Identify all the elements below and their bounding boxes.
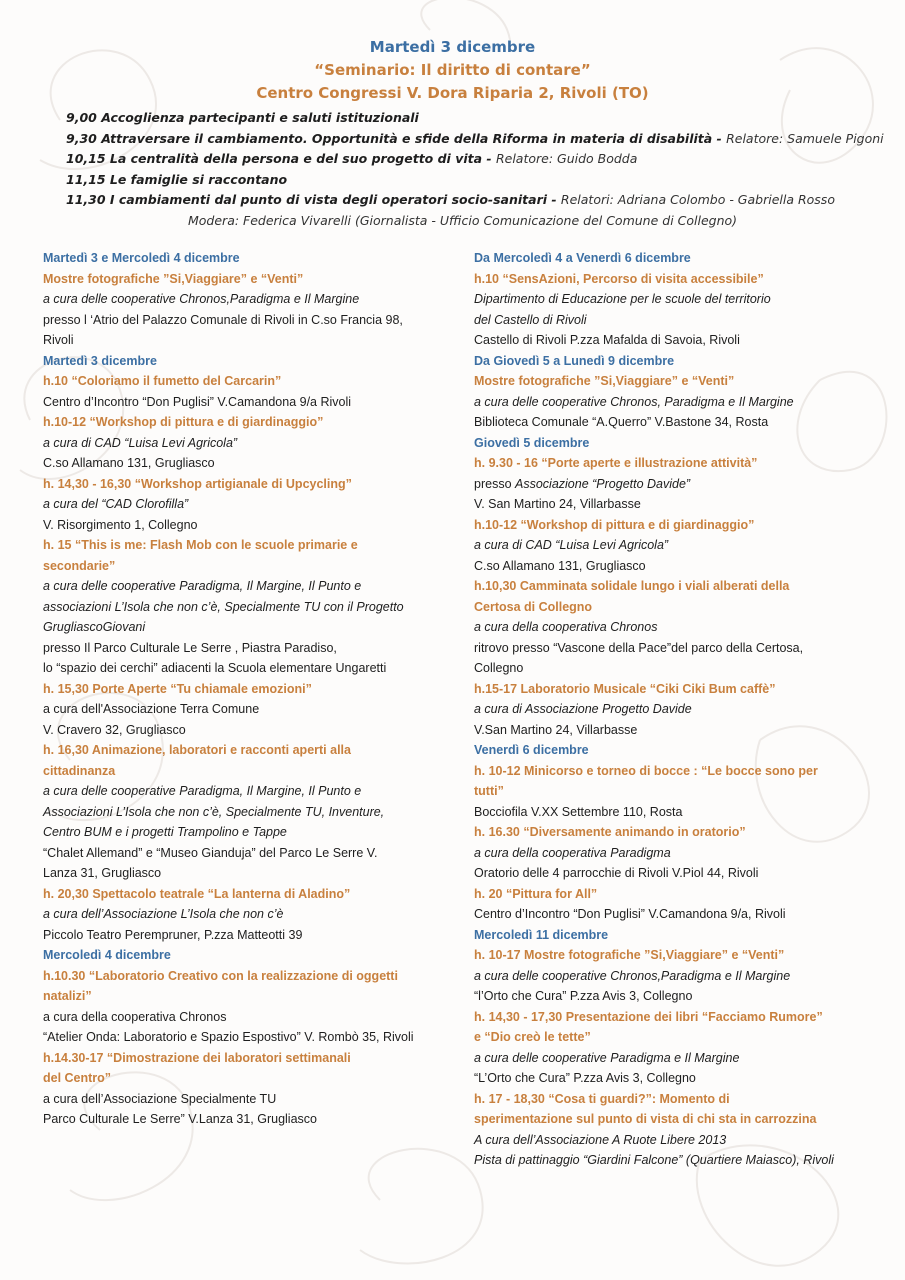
event-location: V.San Martino 24, Villarbasse — [474, 722, 638, 737]
event-organizer: Centro BUM e i progetti Trampolino e Tappe — [43, 825, 287, 839]
event-date-heading: Martedì 3 dicembre — [43, 353, 157, 368]
event-date-heading: Mercoledì 11 dicembre — [474, 927, 609, 942]
event-organizer: a cura di Associazione Progetto Davide — [474, 702, 692, 716]
event-location: lo “spazio dei cerchi” adiacenti la Scuola elementare Ungaretti — [43, 661, 387, 675]
event-location: “l’Orto che Cura” P.zza Avis 3, Collegno — [474, 989, 693, 1003]
event-organizer: a cura della cooperativa Chronos — [474, 620, 658, 634]
event-location: ritrovo presso “Vascone della Pace”del parco della Certosa, — [474, 640, 804, 655]
event-title: Mostre fotografiche ”Si,Viaggiare” e “Venti” — [474, 374, 735, 388]
event-title: h. 9.30 - 16 “Porte aperte e illustrazione attività” — [474, 456, 758, 470]
event-organizer: del Castello di Rivoli — [474, 312, 587, 327]
header-seminar-title: “Seminario: Il diritto di contare” — [314, 61, 591, 79]
event-date-heading: Giovedì 5 dicembre — [474, 435, 590, 450]
event-organizer: a cura delle cooperative Paradigma, Il Margine, Il Punto e — [43, 784, 362, 798]
event-date-heading: Da Mercoledì 4 a Venerdì 6 dicembre — [474, 251, 691, 265]
event-title: h. 10-17 Mostre fotografiche ”Si,Viaggiare” e “Venti” — [474, 948, 785, 962]
program-item: 10,15 La centralità della persona e del suo progetto di vita - Relatore: Guido Bodda — [66, 151, 638, 166]
event-location: Collegno — [474, 661, 524, 675]
event-title: h.10 “Coloriamo il fumetto del Carcarin” — [43, 374, 282, 388]
program-item: 9,30 Attraversare il cambiamento. Opportunità e sfide della Riforma in materia di disabilità - Relatore: Samuele Pigoni — [66, 130, 884, 146]
header-venue: Centro Congressi V. Dora Riparia 2, Rivoli (TO) — [256, 84, 649, 102]
event-title: h. 20 “Pittura for All” — [474, 886, 598, 901]
event-location: Parco Culturale Le Serre” V.Lanza 31, Grugliasco — [43, 1112, 317, 1126]
program-item: 11,15 Le famiglie si raccontano — [66, 171, 288, 187]
event-location: Centro d’Incontro “Don Puglisi” V.Camandona 9/a, Rivoli — [474, 907, 786, 921]
event-location: presso Il Parco Culturale Le Serre , Piastra Paradiso, — [43, 640, 337, 655]
event-organizer: a cura di CAD “Luisa Levi Agricola” — [43, 435, 238, 450]
event-title: cittadinanza — [43, 763, 116, 778]
event-location: V. Risorgimento 1, Collegno — [43, 517, 198, 532]
event-title: h. 15,30 Porte Aperte “Tu chiamale emozioni” — [43, 681, 312, 696]
event-location: C.so Allamano 131, Grugliasco — [43, 456, 215, 470]
event-line-organizer: Associazione “Progetto Davide” — [515, 476, 691, 491]
event-organizer: GrugliascoGiovani — [43, 620, 146, 634]
event-title: sperimentazione sul punto di vista di chi sta in carrozzina — [474, 1112, 817, 1126]
event-title: h.15-17 Laboratorio Musicale “Ciki Ciki Bum caffè” — [474, 681, 776, 696]
header — [0, 36, 905, 105]
event-date-heading: Mercoledì 4 dicembre — [43, 948, 171, 962]
event-location: Rivoli — [43, 333, 74, 347]
event-location: Piccolo Teatro Perempruner, P.zza Matteotti 39 — [43, 927, 303, 942]
event-title: del Centro” — [43, 1071, 112, 1085]
event-organizer: a cura della cooperativa Paradigma — [474, 845, 671, 860]
event-location: “Chalet Allemand” e “Museo Gianduja” del Parco Le Serre V. — [43, 845, 378, 860]
event-organizer: Pista di pattinaggio “Giardini Falcone” (Quartiere Maiasco), Rivoli — [474, 1153, 834, 1167]
event-location: Lanza 31, Grugliasco — [43, 866, 162, 880]
event-title: Certosa di Collegno — [474, 599, 593, 614]
event-title: h.10-12 “Workshop di pittura e di giardinaggio” — [474, 517, 755, 532]
event-location: Biblioteca Comunale “A.Querro” V.Bastone 34, Rosta — [474, 415, 769, 429]
event-location: presso l ‘Atrio del Palazzo Comunale di Rivoli in C.so Francia 98, — [43, 312, 403, 327]
event-title: h. 16.30 “Diversamente animando in oratorio” — [474, 825, 746, 839]
event-title: e “Dio creò le tette” — [474, 1030, 591, 1044]
event-location: C.so Allamano 131, Grugliasco — [474, 558, 646, 573]
event-organizer: a cura dell’Associazione L’Isola che non c’è — [43, 907, 284, 921]
event-date-heading: Martedì 3 e Mercoledì 4 dicembre — [43, 251, 240, 265]
event-location: a cura della cooperativa Chronos — [43, 1009, 227, 1024]
event-organizer: a cura del “CAD Clorofilla” — [43, 497, 189, 511]
event-organizer: Associazioni L’Isola che non c’è, Specialmente TU, Inventure, — [43, 804, 385, 819]
event-title: h. 20,30 Spettacolo teatrale “La lanterna di Aladino” — [43, 886, 351, 901]
event-title: Mostre fotografiche ”Si,Viaggiare” e “Venti” — [43, 271, 304, 286]
event-title: tutti” — [474, 784, 504, 798]
event-date-heading: Venerdì 6 dicembre — [474, 743, 589, 757]
header-date: Martedì 3 dicembre — [369, 38, 536, 56]
event-organizer: a cura delle cooperative Paradigma e Il Margine — [474, 1050, 740, 1065]
seminar-program — [66, 108, 884, 231]
event-location: Castello di Rivoli P.zza Mafalda di Savoia, Rivoli — [474, 333, 740, 347]
moderator: Modera: Federica Vivarelli (Giornalista - Ufficio Comunicazione del Comune di Collegno) — [188, 212, 738, 228]
program-item: 9,00 Accoglienza partecipanti e saluti istituzionali — [66, 110, 419, 125]
event-organizer: a cura delle cooperative Paradigma, Il Margine, Il Punto e — [43, 579, 362, 593]
event-organizer: a cura delle cooperative Chronos,Paradigma e Il Margine — [43, 292, 360, 306]
event-title: h. 17 - 18,30 “Cosa ti guardi?”: Momento di — [474, 1091, 730, 1106]
event-title: h.10 “SensAzioni, Percorso di visita accessibile” — [474, 271, 764, 286]
left-column — [43, 248, 463, 1130]
event-title: secondarie” — [43, 558, 116, 573]
event-location: “L’Orto che Cura” P.zza Avis 3, Collegno — [474, 1071, 696, 1085]
event-title: h. 10-12 Minicorso e torneo di bocce : “Le bocce sono per — [474, 763, 818, 778]
event-line — [474, 474, 894, 495]
event-location: a cura dell'Associazione Terra Comune — [43, 702, 260, 716]
event-title: h. 14,30 - 17,30 Presentazione dei libri “Facciamo Rumore” — [474, 1009, 823, 1024]
event-title: h.14.30-17 “Dimostrazione dei laboratori settimanali — [43, 1050, 351, 1065]
event-title: h. 15 “This is me: Flash Mob con le scuole primarie e — [43, 538, 358, 552]
event-location: Oratorio delle 4 parrocchie di Rivoli V.Piol 44, Rivoli — [474, 866, 759, 880]
event-organizer: a cura delle cooperative Chronos,Paradigma e Il Margine — [474, 968, 791, 983]
program-item: 11,30 I cambiamenti dal punto di vista degli operatori socio-sanitari - Relatori: Adriana Colombo - Gabriella Rosso — [66, 192, 835, 207]
event-location: Centro d’Incontro “Don Puglisi” V.Camandona 9/a Rivoli — [43, 394, 352, 409]
right-column — [474, 248, 894, 1171]
event-organizer: a cura delle cooperative Chronos, Paradigma e Il Margine — [474, 394, 794, 409]
event-title: natalizi” — [43, 989, 92, 1003]
event-organizer: A cura dell’Associazione A Ruote Libere 2013 — [474, 1132, 727, 1147]
event-organizer: associazioni L’Isola che non c’è, Specialmente TU con il Progetto — [43, 599, 404, 614]
event-title: h.10.30 “Laboratorio Creativo con la realizzazione di oggetti — [43, 968, 398, 983]
event-title: h. 16,30 Animazione, laboratori e racconti aperti alla — [43, 743, 351, 757]
event-organizer: Dipartimento di Educazione per le scuole del territorio — [474, 292, 771, 306]
event-line-text: presso — [474, 476, 515, 491]
event-title: h. 14,30 - 16,30 “Workshop artigianale di Upcycling” — [43, 476, 352, 491]
event-location: “Atelier Onda: Laboratorio e Spazio Espostivo” V. Rombò 35, Rivoli — [43, 1030, 414, 1044]
event-location: V. San Martino 24, Villarbasse — [474, 497, 641, 511]
event-organizer: a cura di CAD “Luisa Levi Agricola” — [474, 538, 669, 552]
event-location: Bocciofila V.XX Settembre 110, Rosta — [474, 804, 683, 819]
event-location: a cura dell’Associazione Specialmente TU — [43, 1091, 277, 1106]
event-title: h.10-12 “Workshop di pittura e di giardinaggio” — [43, 415, 324, 429]
event-title: h.10,30 Camminata solidale lungo i viali alberati della — [474, 579, 790, 593]
event-location: V. Cravero 32, Grugliasco — [43, 722, 186, 737]
event-date-heading: Da Giovedì 5 a Lunedì 9 dicembre — [474, 353, 675, 368]
